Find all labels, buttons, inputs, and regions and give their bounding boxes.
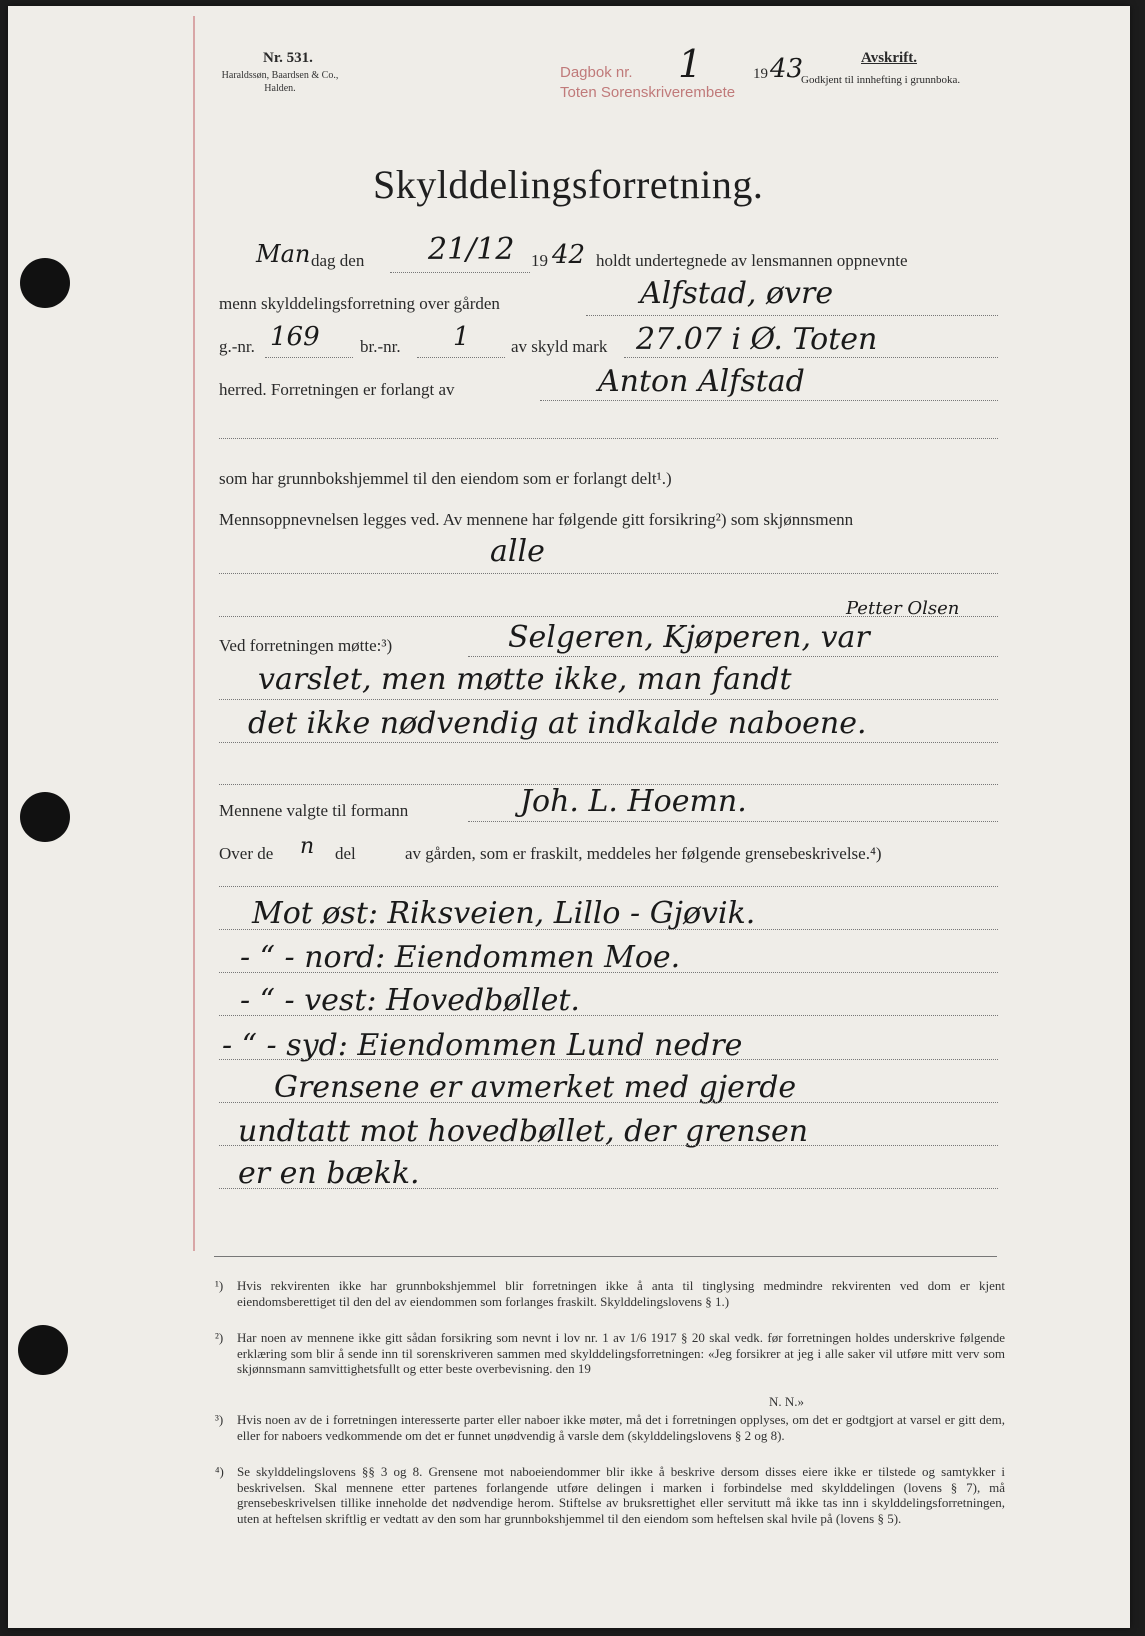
dots-blank-4: [219, 886, 998, 887]
over-de-handwritten: n: [300, 834, 315, 859]
attendance-handwritten-1: Selgeren, Kjøperen, var: [508, 620, 870, 655]
dots-grense-5: [219, 1102, 998, 1103]
footnote-2-signature-text: N. N.»: [769, 1394, 805, 1409]
footnote-4-text: Se skylddelingslovens §§ 3 og 8. Grensene mot naboeiendommer blir ikke å beskrive dersom disses eiere ikke er tilstede og samtykker i beskrivelsen. Skal mennene etter partenes forlangende utføre delingen i marken i forbindelse med skylddelingen (lovens § 7), må grensebeskrivelsen tillike inneholde det nødvendige herom. Stiftelse av bruksrettighet eller servitutt må ikke tas inn i skylddelingsforretningen, uten at heftelsen skriftlig er vedtatt av den som har grunnbokshjemmel til den eiendom som heftelsen skal hvile på (lovens § 5).: [237, 1464, 1005, 1526]
footnote-rule: [214, 1256, 997, 1257]
bnr-handwritten: 1: [453, 322, 470, 352]
label-formann: Mennene valgte til formann: [219, 801, 409, 820]
document-page: [8, 6, 1130, 1628]
label-over-de: Over de: [219, 844, 274, 863]
footnote-2-text: Har noen av mennene ikke gitt sådan forsikring som nevnt i lov nr. 1 av 1/6 1917 § 20 skal vedk. før forretningen holdes underskrive følgende erklæring som blir å sende inn til sorenskriveren sammen med skylddelingsforretningen: «Jeg forsikrer at jeg i alle saker vil utføre mitt verv som skjønnsmann samvittighetsfullt og etter beste overbevisning. den 19: [237, 1330, 1005, 1376]
label-over-garden: menn skylddelingsforretning over gården: [219, 294, 500, 313]
year-handwritten-2: 42: [552, 240, 586, 270]
date-handwritten: 21/12: [428, 232, 515, 267]
binder-hole-bottom: [18, 1325, 68, 1375]
footnote-2-number: ²): [215, 1330, 224, 1345]
label-holdt: holdt undertegnede av lensmannen oppnevnte: [596, 251, 908, 270]
footnote-3-text: Hvis noen av de i forretningen interesserte parter eller naboer ikke møter, må det i forretningen opplyses, om det er godtgjort at varsel er gitt dem, eller for naboers vedkommende om det er funnet unødvendig å varsle dem (skylddelingslovens § 2 og 8).: [237, 1412, 1005, 1443]
grense-line-6: undtatt mot hovedbøllet, der grensen: [238, 1114, 809, 1149]
dots-skyld: [624, 357, 998, 358]
farm-name-handwritten: Alfstad, øvre: [640, 276, 834, 311]
form-number: Nr. 531.: [263, 50, 313, 66]
footnote-4-number: ⁴): [215, 1464, 224, 1479]
buyer-name-handwritten: Petter Olsen: [846, 598, 960, 619]
label-bnr: br.-nr.: [360, 337, 401, 356]
label-dag-den: dag den: [311, 251, 365, 270]
dots-formann: [468, 821, 998, 822]
stamp-dagbok: Dagbok nr.: [560, 64, 633, 81]
label-skyld: av skyld mark: [511, 337, 608, 356]
skjonnsmenn-handwritten: alle: [490, 534, 545, 569]
footnote-1-text: Hvis rekvirenten ikke har grunnbokshjemmel blir forretningen ikke å anta til tinglysing medmindre rekvirenten ved dom er kjent eiendomsberettiget til den del av eiendommen som forlanges fraskilt. Skylddelingslovens § 1.): [237, 1278, 1005, 1309]
dots-forlangt: [540, 400, 998, 401]
dots-line-8: [219, 699, 998, 700]
label-grunnbokshjemmel: som har grunnbokshjemmel til den eiendom som er forlangt delt¹.): [219, 469, 672, 488]
footnote-4: [215, 1464, 1005, 1560]
grense-line-4: - “ - syd: Eiendommen Lund nedre: [222, 1028, 743, 1063]
dots-blank-1: [219, 438, 998, 439]
grense-line-5: Grensene er avmerket med gjerde: [274, 1070, 797, 1105]
publisher-line-2: Halden.: [264, 83, 296, 94]
weekday-handwritten: Man: [256, 240, 311, 268]
year-printed: 19: [753, 66, 768, 82]
year-handwritten: 43: [770, 54, 804, 84]
margin-rule: [193, 16, 195, 1251]
year-printed-2: 19: [531, 251, 548, 270]
label-forlangt-av: herred. Forretningen er forlangt av: [219, 380, 455, 399]
grense-line-1: Mot øst: Riksveien, Lillo - Gjøvik.: [252, 896, 756, 931]
stamp-sorenskriver: Toten Sorenskriverembete: [560, 84, 736, 101]
label-motte: Ved forretningen møtte:³): [219, 636, 393, 655]
footnote-2-signature: [769, 1394, 849, 1410]
dots-date: [390, 272, 530, 273]
skyld-handwritten: 27.07 i Ø. Toten: [636, 322, 878, 357]
footnote-2: [215, 1330, 1005, 1394]
footnote-1: [215, 1278, 1005, 1326]
gnr-handwritten: 169: [270, 322, 320, 352]
dagbok-number: 1: [678, 42, 703, 86]
label-grensebeskrivelse: av gården, som er fraskilt, meddeles her følgende grensebeskrivelse.⁴): [405, 844, 882, 863]
dots-gnr: [265, 357, 353, 358]
godkjent-label: Godkjent til innhefting i grunnboka.: [801, 74, 961, 86]
attendance-handwritten-3: det ikke nødvendig at indkalde naboene.: [248, 706, 867, 741]
label-gnr: g.-nr.: [219, 337, 255, 356]
label-del: del: [335, 844, 356, 863]
footnote-3-number: ³): [215, 1412, 224, 1427]
grense-line-2: - “ - nord: Eiendommen Moe.: [240, 940, 681, 975]
dots-grense-3: [219, 1015, 998, 1016]
avskrift-label: Avskrift.: [861, 50, 917, 66]
dots-bnr: [417, 357, 505, 358]
label-mennsoppnevnelse: Mennsoppnevnelsen legges ved. Av mennene har følgende gitt forsikring²) som skjønnsmenn: [219, 510, 854, 529]
attendance-handwritten-2: varslet, men møtte ikke, man fandt: [258, 662, 792, 697]
formann-handwritten: Joh. L. Hoemn.: [520, 784, 747, 819]
publisher-line-1: Haraldssøn, Baardsen & Co.,: [221, 70, 339, 81]
dots-grense-2: [219, 972, 998, 973]
footnote-3: [215, 1412, 1005, 1460]
dots-motte: [468, 656, 998, 657]
binder-hole-top: [20, 258, 70, 308]
dots-grense-1: [219, 929, 998, 930]
dots-line-9: [219, 742, 998, 743]
requester-handwritten: Anton Alfstad: [598, 364, 805, 399]
footnote-1-number: ¹): [215, 1278, 224, 1293]
page-title: Skylddelingsforretning.: [373, 162, 764, 207]
dots-grense-6: [219, 1145, 998, 1146]
dots-grense-7: [219, 1188, 998, 1189]
dots-skjonnsmenn: [219, 573, 998, 574]
dots-garden: [586, 315, 998, 316]
binder-hole-middle: [20, 792, 70, 842]
dots-grense-4: [219, 1059, 998, 1060]
grense-line-3: - “ - vest: Hovedbøllet.: [240, 983, 580, 1018]
grense-line-7: er en bækk.: [238, 1156, 420, 1191]
